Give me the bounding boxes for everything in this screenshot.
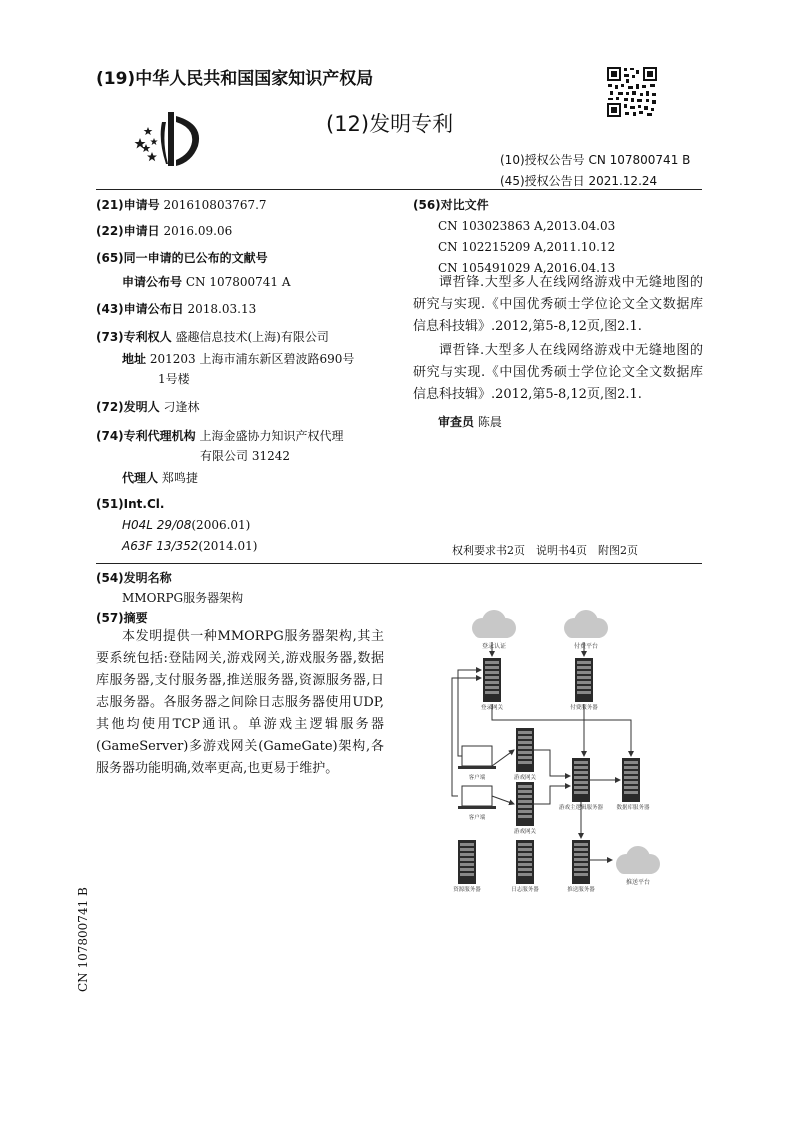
middle-divider (96, 563, 702, 564)
address-line-2: 1号楼 (158, 372, 190, 386)
qr-code-icon (606, 66, 658, 118)
label-database-server: 数据库服务器 (616, 805, 650, 811)
game-gateway-server-icon (516, 728, 534, 772)
publication-number (122, 273, 291, 290)
cnipa-logo-icon (132, 108, 206, 168)
agent (122, 469, 198, 486)
inventor-label: (72)发明人 (96, 400, 160, 414)
login-auth-cloud-icon (472, 610, 516, 638)
examiner-value: 陈晨 (477, 415, 502, 429)
label-game-gateway-1: 游戏网关 (513, 775, 537, 781)
reference-text-2: 谭哲锋.大型多人在线网络游戏中无缝地图的研究与实现.《中国优秀硕士学位论文全文数据库 信息科技辑》.2012,第5-8,12页,图2.1. (413, 343, 703, 402)
patentee-value: 盛趣信息技术(上海)有限公司 (175, 330, 329, 344)
address-label: 地址 (122, 352, 147, 366)
office-name: (19)中华人民共和国国家知识产权局 (96, 69, 374, 89)
label-pay-platform: 付费平台 (573, 643, 599, 650)
pay-platform-cloud-icon (564, 610, 608, 638)
reference-item: CN 105491029 A,2016.04.13 (438, 261, 616, 275)
inventor (96, 398, 200, 415)
references-label: (56)对比文件 (413, 198, 489, 212)
invention-title-label: (54)发明名称 (96, 571, 172, 585)
label-log-server: 日志服务器 (511, 887, 539, 893)
label-push-server: 推送服务器 (567, 887, 595, 893)
login-gateway-server-icon (483, 658, 501, 702)
agency (96, 427, 344, 444)
publication-date-value: 2018.03.13 (187, 302, 257, 316)
intcl-code: A63F 13/352 (122, 539, 199, 553)
address (122, 350, 354, 367)
publication-number-label: 申请公布号 (122, 275, 183, 289)
label-client-1: 客户端 (468, 775, 486, 781)
intcl-item (122, 539, 257, 553)
push-server-icon (572, 840, 590, 884)
client-laptop-icon (458, 786, 496, 809)
intcl-code: H04L 29/08 (122, 518, 192, 532)
label-game-gateway-2: 游戏网关 (513, 829, 537, 835)
pay-server-icon (575, 658, 593, 702)
label-push-platform: 推送平台 (625, 879, 651, 886)
prior-publication-label: (65)同一申请的已公布的文献号 (96, 251, 268, 265)
header-divider (96, 189, 702, 190)
client-laptop-icon (458, 746, 496, 769)
intcl-item (122, 518, 250, 532)
architecture-diagram (440, 600, 690, 900)
examiner (438, 413, 502, 430)
database-server-icon (622, 758, 640, 802)
push-platform-cloud-icon (616, 846, 660, 874)
label-login-auth: 登录认证 (481, 643, 507, 650)
examiner-label: 审查员 (438, 415, 475, 429)
label-pay-server: 付费服务器 (570, 705, 598, 711)
side-document-number: CN 107800741 B (76, 887, 90, 992)
label-client-2: 客户端 (468, 815, 486, 821)
agent-value: 郑鸣捷 (161, 471, 198, 485)
game-gateway-server-icon (516, 782, 534, 826)
publication-date (96, 300, 256, 317)
application-date-value: 2016.09.06 (163, 224, 233, 238)
publication-number-value: CN 107800741 A (185, 275, 291, 289)
agency-label: (74)专利代理机构 (96, 429, 196, 443)
agency-line-1: 上海金盛协力知识产权代理 (199, 429, 344, 443)
intcl-version: (2006.01) (191, 518, 251, 532)
patentee-label: (73)专利权人 (96, 330, 172, 344)
application-number-value: 201610803767.7 (163, 198, 267, 212)
patentee (96, 328, 329, 345)
abstract-label: (57)摘要 (96, 611, 148, 625)
grant-number: (10)授权公告号 CN 107800741 B (500, 153, 691, 167)
grant-date: (45)授权公告日 2021.12.24 (500, 174, 658, 188)
game-logic-server-icon (572, 758, 590, 802)
agent-label: 代理人 (122, 471, 159, 485)
abstract-text: 本发明提供一种MMORPG服务器架构,其主要系统包括:登陆网关,游戏网关,游戏服务器,数据库服务器,支付服务器,推送服务器,资源服务器,日志服务器。各服务器之间除日志服务器使用UDP,其他均使用TCP通讯。单游戏主逻辑服务器(GameServer)多游戏网关(GameGate)架构,各服务器功能明确,效率更高,也更易于维护。 (96, 629, 384, 776)
inventor-value: 刁逢林 (163, 400, 200, 414)
intcl-label: (51)Int.Cl. (96, 497, 165, 511)
document-type: (12)发明专利 (326, 112, 454, 136)
application-date-label: (22)申请日 (96, 224, 160, 238)
label-login-gateway: 登录网关 (480, 705, 504, 711)
reference-item: CN 103023863 A,2013.04.03 (438, 219, 616, 233)
publication-date-label: (43)申请公布日 (96, 302, 184, 316)
resource-server-icon (458, 840, 476, 884)
label-resource-server: 资源服务器 (453, 887, 481, 893)
application-number (96, 196, 267, 213)
address-line-1: 201203 上海市浦东新区碧波路690号 (149, 352, 355, 366)
reference-text-1: 谭哲锋.大型多人在线网络游戏中无缝地图的研究与实现.《中国优秀硕士学位论文全文数据库 信息科技辑》.2012,第5-8,12页,图2.1. (413, 275, 703, 334)
log-server-icon (516, 840, 534, 884)
invention-title: MMORPG服务器架构 (122, 591, 244, 605)
application-number-label: (21)申请号 (96, 198, 160, 212)
agency-line-2: 有限公司 31242 (200, 449, 290, 463)
intcl-version: (2014.01) (198, 539, 258, 553)
page-counts: 权利要求书2页 说明书4页 附图2页 (452, 544, 638, 557)
label-game-logic-server: 游戏主逻辑服务器 (558, 805, 604, 811)
application-date (96, 222, 232, 239)
reference-item: CN 102215209 A,2011.10.12 (438, 240, 616, 254)
